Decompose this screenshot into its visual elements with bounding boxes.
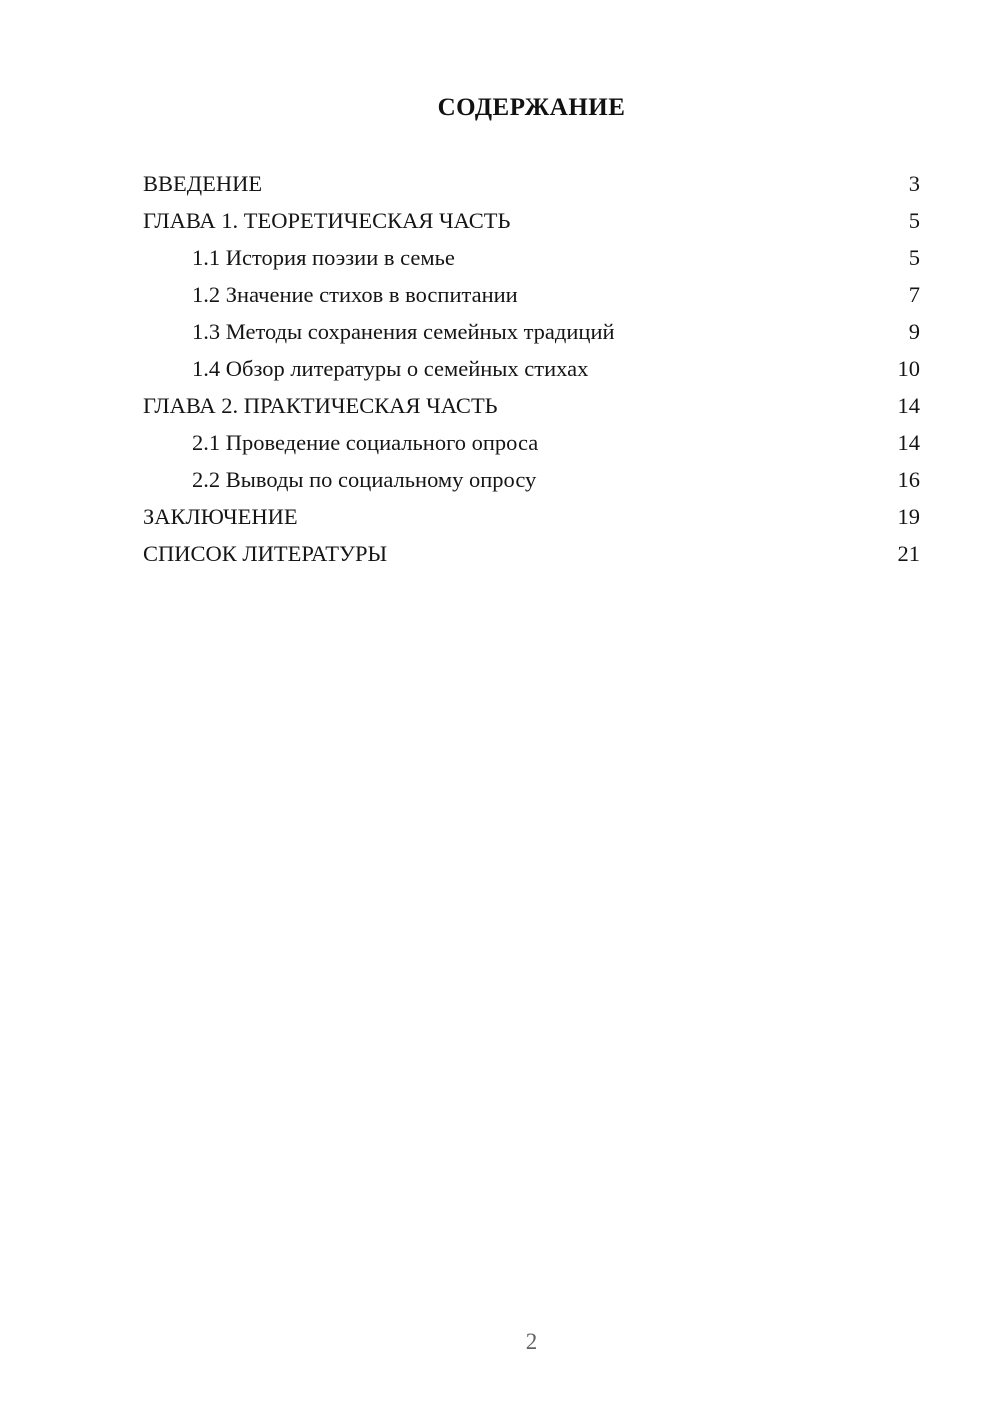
toc-entry-page: 19	[897, 504, 920, 529]
toc-entry	[143, 387, 920, 424]
toc-entry	[143, 350, 920, 387]
toc-entry	[143, 535, 920, 572]
toc-entry-page: 21	[897, 541, 920, 566]
toc-entry-label: 1.3 Методы сохранения семейных традиций	[192, 319, 615, 344]
toc-entry-label: 2.2 Выводы по социальному опросу	[192, 467, 537, 492]
toc-entry-page: 14	[897, 393, 920, 418]
toc-entry-page: 14	[897, 430, 920, 455]
toc-entry-page: 10	[897, 356, 920, 381]
toc-entry-label: 1.4 Обзор литературы о семейных стихах	[192, 356, 589, 381]
toc-entry-page: 9	[908, 319, 920, 344]
toc-entry	[143, 424, 920, 461]
toc-entry-label: ГЛАВА 1. ТЕОРЕТИЧЕСКАЯ ЧАСТЬ	[143, 208, 511, 233]
page-number: 2	[525, 1329, 538, 1354]
toc-entry-page: 7	[908, 282, 920, 307]
toc-entry-label: 1.1 История поэзии в семье	[192, 245, 455, 270]
toc-entry	[143, 202, 920, 239]
toc-entry	[143, 313, 920, 350]
toc-entry	[143, 165, 920, 202]
toc-entry-label: ЗАКЛЮЧЕНИЕ	[143, 504, 298, 529]
toc-entry	[143, 461, 920, 498]
toc-entry-page: 16	[897, 467, 920, 492]
toc-entry	[143, 498, 920, 535]
toc-entry-page: 5	[908, 208, 920, 233]
table-of-contents	[143, 165, 920, 572]
toc-entry-label: ГЛАВА 2. ПРАКТИЧЕСКАЯ ЧАСТЬ	[143, 393, 498, 418]
toc-entry-page: 5	[908, 245, 920, 270]
toc-entry	[143, 239, 920, 276]
toc-entry-label: СПИСОК ЛИТЕРАТУРЫ	[143, 541, 388, 566]
toc-entry-label: 2.1 Проведение социального опроса	[192, 430, 539, 455]
document-content	[143, 0, 920, 572]
toc-entry-page: 3	[908, 171, 920, 196]
toc-entry-label: 1.2 Значение стихов в воспитании	[192, 282, 518, 307]
toc-entry-label: ВВЕДЕНИЕ	[143, 171, 263, 196]
page-title: СОДЕРЖАНИЕ	[437, 94, 626, 121]
toc-entry	[143, 276, 920, 313]
